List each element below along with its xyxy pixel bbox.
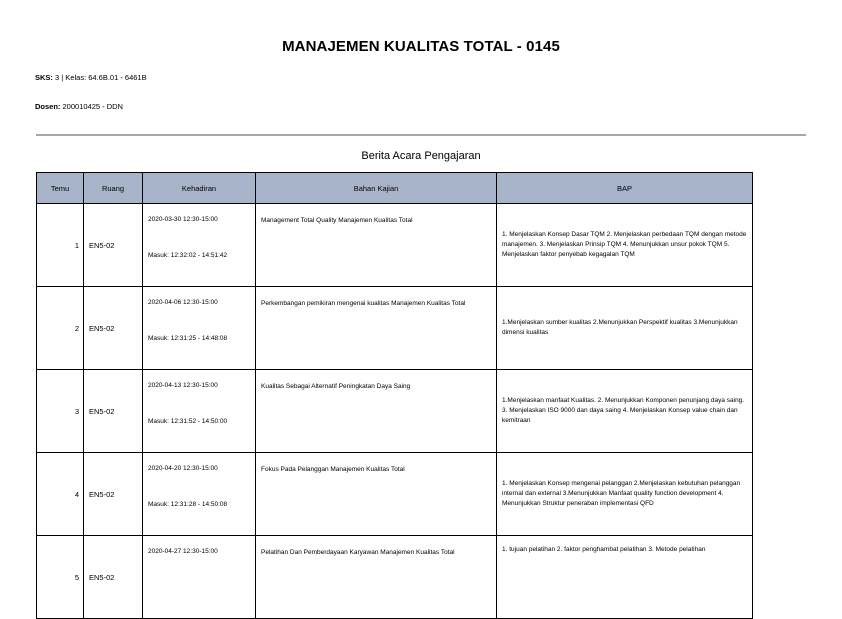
ruang-cell: EN5-02 (84, 453, 143, 536)
ruang-cell: EN5-02 (84, 287, 143, 370)
header-kehadiran: Kehadiran (143, 173, 256, 204)
header-bap: BAP (497, 173, 753, 204)
ruang-cell: EN5-02 (84, 370, 143, 453)
kehadiran-cell (143, 370, 256, 453)
attendance-time: Masuk: 12:31:25 - 14:48:08 (148, 335, 228, 342)
table-row (37, 287, 753, 370)
table-row (37, 204, 753, 287)
schedule-time: 2020-04-27 12:30-15:00 (148, 548, 218, 555)
kehadiran-cell (143, 204, 256, 287)
bap-cell: 1. Menjelaskan Konsep Dasar TQM 2. Menjelaskan perbedaan TQM dengan metode manajemen. 3. Menjelaskan Prinsip TQM 4. Menunjukkan unsur pokok TQM 5. Menjelaskan faktor penyebab kegagalan TQM (497, 204, 753, 287)
bap-cell: 1.Menjelaskan manfaat Kualitas. 2. Menunjukkan Komponen penunjang daya saing. 3. Menjelaskan ISO 9000 dan daya saing 4. Menjelaskan Konsep value chain dan kemitraan (497, 370, 753, 453)
temu-cell: 1 (37, 204, 84, 287)
kehadiran-cell (143, 536, 256, 619)
sks-label: SKS: (35, 73, 53, 82)
bap-cell: 1.Menjelaskan sumber kualitas 2.Menunjukkan Perspektif kualitas 3.Menunjukkan dimensi kualitas (497, 287, 753, 370)
temu-cell: 2 (37, 287, 84, 370)
divider (36, 134, 806, 136)
kehadiran-cell (143, 453, 256, 536)
schedule-time: 2020-04-06 12:30-15:00 (148, 299, 218, 306)
schedule-time: 2020-03-30 12:30-15:00 (148, 216, 218, 223)
temu-cell: 4 (37, 453, 84, 536)
temu-cell: 5 (37, 536, 84, 619)
temu-cell: 3 (37, 370, 84, 453)
teaching-report-table-wrapper (36, 172, 752, 582)
bahan-kajian-cell: Perkembangan pemikiran mengenai kualitas Manajemen Kualitas Total (256, 287, 497, 370)
class-info (35, 73, 147, 82)
attendance-time: Masuk: 12:31:52 - 14:50:00 (148, 418, 228, 425)
dosen-value: 200010425 - DDN (62, 102, 123, 111)
ruang-cell: EN5-02 (84, 536, 143, 619)
header-temu: Temu (37, 173, 84, 204)
bahan-kajian-cell: Pelatihan Dan Pemberdayaan Karyawan Manajemen Kualitas Total (256, 536, 497, 619)
attendance-time: Masuk: 12:31:28 - 14:50:08 (148, 501, 228, 508)
kehadiran-cell (143, 287, 256, 370)
schedule-time: 2020-04-20 12:30-15:00 (148, 465, 218, 472)
section-title: Berita Acara Pengajaran (361, 150, 481, 162)
ruang-cell: EN5-02 (84, 204, 143, 287)
bap-cell: 1. Menjelaskan Konsep mengenai pelanggan 2.Menjelaskan kebutuhan pelanggan internal dan external 3.Menunjukkan Manfaat quality function development 4. Menunjukkan Struktur peneraban implementasi QFD (497, 453, 753, 536)
bahan-kajian-cell: Management Total Quality Manajemen Kualitas Total (256, 204, 497, 287)
bahan-kajian-cell: Fokus Pada Pelanggan Manajemen Kualitas Total (256, 453, 497, 536)
bahan-kajian-cell: Kualitas Sebagai Alternatif Peningkatan Daya Saing (256, 370, 497, 453)
table-row (37, 536, 753, 619)
lecturer-info (35, 102, 123, 111)
teaching-report-table (36, 172, 753, 619)
document-title: MANAJEMEN KUALITAS TOTAL - 0145 (282, 38, 560, 55)
attendance-time: Masuk: 12:32:02 - 14:51:42 (148, 252, 228, 259)
header-ruang: Ruang (84, 173, 143, 204)
sks-value: 3 | Kelas: 64.6B.01 - 6461B (55, 73, 147, 82)
bap-cell: 1. tujuan pelatihan 2. faktor penghambat pelatihan 3. Metode pelatihan (497, 536, 753, 619)
table-row (37, 453, 753, 536)
table-row (37, 370, 753, 453)
header-bahan-kajian: Bahan Kajian (256, 173, 497, 204)
table-header-row (37, 173, 753, 204)
schedule-time: 2020-04-13 12:30-15:00 (148, 382, 218, 389)
dosen-label: Dosen: (35, 102, 61, 111)
